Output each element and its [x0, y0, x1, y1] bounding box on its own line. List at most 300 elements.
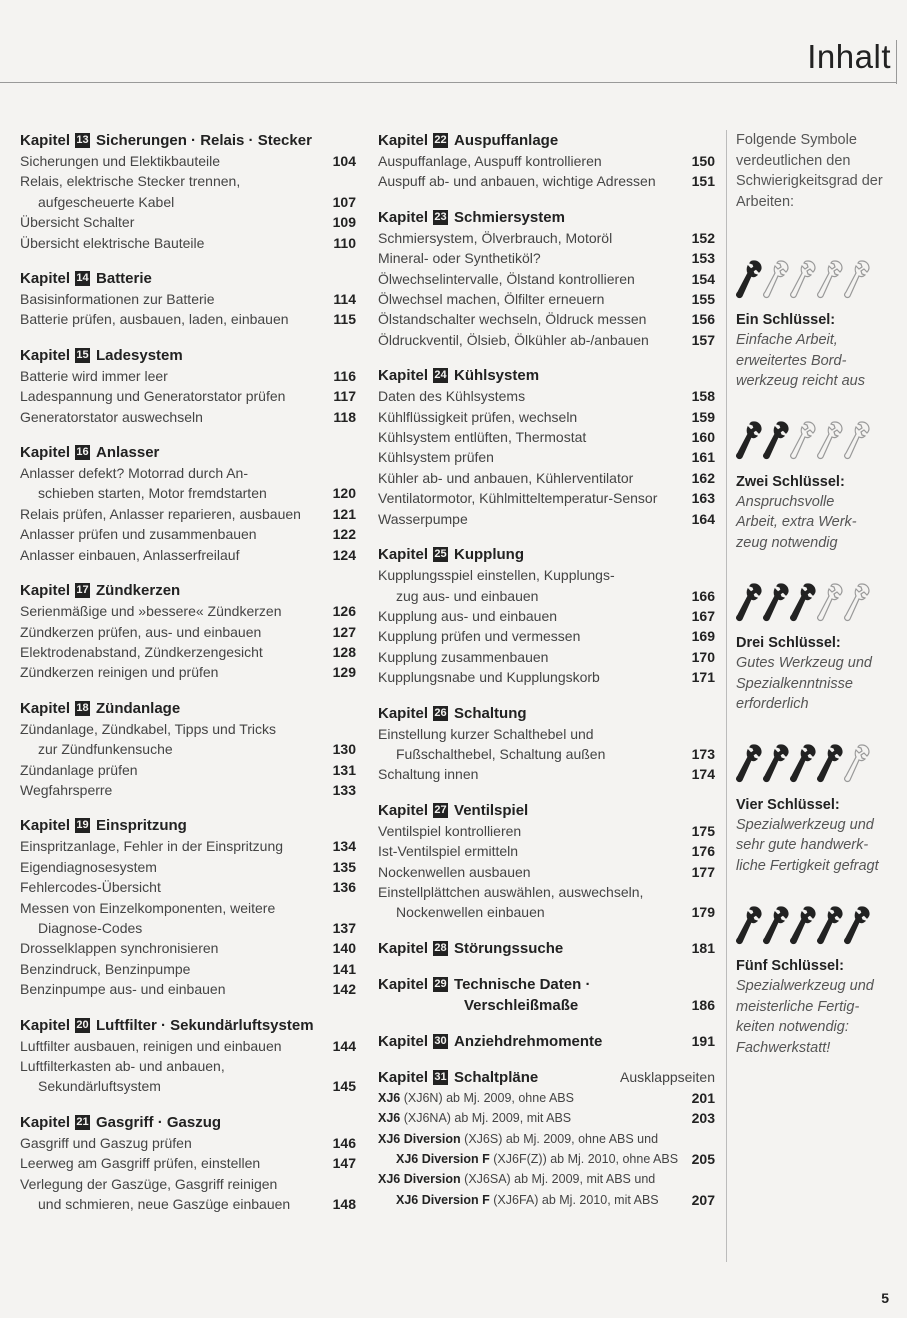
entry-text: Elektrodenabstand, Zündkerzengesicht	[20, 643, 263, 660]
wrench-filled-icon	[736, 259, 762, 304]
entry-page: 134	[332, 838, 356, 855]
wrench-filled-icon	[736, 743, 762, 788]
level-description: Spezialwerkzeug und sehr gute handwerk- liche Fertigkeit gefragt	[736, 816, 879, 874]
legend-intro: Folgende Symbole verdeutlichen den Schwierigkeitsgrad der Arbeiten:	[736, 132, 883, 210]
chapter-number-badge: 17	[76, 584, 89, 597]
entry-page: 136	[332, 879, 356, 896]
wrench-row	[736, 743, 896, 789]
entry-text: Zündkerzen prüfen, aus- und einbauen	[20, 623, 262, 640]
chapter-title: Schaltung	[454, 704, 527, 722]
entry-page: 107	[332, 193, 356, 210]
entry-text: XJ6 Diversion (XJ6S) ab Mj. 2009, ohne ABS und XJ6 Diversion F (XJ6F(Z)) ab Mj. 2010, ohne ABS	[378, 1131, 679, 1166]
chapter-title: Kupplung	[454, 546, 524, 564]
toc-entry[interactable]	[378, 447, 715, 467]
wrench-filled-icon	[844, 905, 870, 950]
entry-page: 169	[691, 628, 715, 645]
toc-entry[interactable]	[378, 330, 715, 350]
chapter-label: Kapitel	[20, 1113, 71, 1131]
entry-text: Wegfahrsperre	[20, 781, 113, 798]
entry-text: Gasgriff und Gaszug prüfen	[20, 1134, 192, 1151]
difficulty-legend	[736, 130, 896, 1086]
chapter-23	[378, 207, 715, 350]
chapter-label: Kapitel	[20, 699, 71, 717]
entry-page: 152	[691, 229, 715, 246]
entry-text: Kupplung prüfen und vermessen	[378, 628, 581, 645]
toc-entry[interactable]	[378, 1129, 715, 1170]
toc-entry[interactable]	[20, 171, 356, 212]
entry-text: Zündanlage prüfen	[20, 761, 138, 778]
entry-page: 109	[332, 214, 356, 231]
wrench-outline-icon	[817, 582, 843, 627]
chapter-13	[20, 130, 356, 253]
toc-entry[interactable]	[378, 171, 715, 191]
toc-entry[interactable]	[378, 1108, 715, 1128]
entry-page: 203	[691, 1110, 715, 1127]
chapter-label: Kapitel	[378, 975, 429, 993]
toc-entry[interactable]	[20, 898, 356, 939]
chapter-number-badge: 31	[434, 1070, 447, 1083]
toc-entry[interactable]	[20, 601, 356, 621]
wrench-filled-icon	[790, 582, 816, 627]
toc-entry[interactable]	[20, 407, 356, 427]
header-rule	[0, 82, 897, 83]
chapter-label: Kapitel	[20, 817, 71, 835]
chapter-title: Auspuffanlage	[454, 132, 559, 149]
chapter-title: Zündkerzen	[96, 582, 181, 600]
entry-text: Kühler ab- und anbauen, Kühlerventilator	[378, 469, 634, 486]
chapter-label: Kapitel	[378, 1032, 429, 1050]
toc-entry[interactable]	[378, 565, 715, 606]
chapter-heading[interactable]	[20, 1112, 356, 1133]
entry-page: 140	[332, 940, 356, 957]
wrench-outline-icon	[790, 420, 816, 465]
wrench-filled-icon	[817, 743, 843, 788]
chapter-number-badge: 24	[434, 369, 447, 382]
level-title: Vier Schlüssel:	[736, 796, 840, 813]
chapter-page: 186	[691, 996, 715, 1013]
toc-column-left	[20, 130, 356, 1229]
toc-entry[interactable]	[378, 289, 715, 309]
entry-text: Öldruckventil, Ölsieb, Ölkühler ab-/anbauen	[378, 331, 649, 348]
level-description: Anspruchsvolle Arbeit, extra Werk- zeug notwendig	[736, 493, 857, 551]
chapter-label: Kapitel	[378, 939, 429, 957]
toc-column-middle	[378, 130, 715, 1225]
column-divider	[726, 130, 727, 1262]
wrench-row	[736, 581, 896, 627]
toc-entry[interactable]	[378, 1169, 715, 1210]
entry-text: Einstellung kurzer Schalthebel und Fußschalthebel, Schaltung außen	[378, 725, 606, 762]
toc-entry[interactable]	[20, 1036, 356, 1056]
chapter-heading[interactable]	[378, 365, 715, 386]
toc-entry[interactable]	[20, 289, 356, 309]
page-title: Inhalt	[807, 38, 891, 75]
chapter-number-badge: 16	[76, 446, 89, 459]
chapter-heading[interactable]	[378, 1031, 715, 1052]
toc-entry[interactable]	[378, 248, 715, 268]
chapter-number-badge: 23	[434, 210, 447, 223]
chapter-number-badge: 30	[434, 1034, 447, 1047]
wrench-filled-icon	[763, 582, 789, 627]
chapter-title: Ventilspiel	[454, 801, 529, 819]
entry-text: Serienmäßige und »bessere« Zündkerzen	[20, 603, 282, 620]
entry-page: 115	[333, 311, 356, 328]
entry-page: 117	[333, 388, 356, 405]
chapter-page: 191	[691, 1032, 715, 1049]
chapter-heading[interactable]	[378, 130, 715, 151]
chapter-heading[interactable]	[20, 345, 356, 366]
chapter-27	[378, 800, 715, 923]
entry-page: 118	[333, 408, 356, 425]
entry-page: 124	[332, 546, 356, 563]
chapter-number-badge: 22	[434, 134, 447, 146]
toc-entry[interactable]	[20, 979, 356, 999]
entry-page: 150	[691, 153, 715, 169]
level-description: Spezialwerkzeug und meisterliche Fertig- keiten notwendig: Fachwerkstatt!	[736, 978, 874, 1056]
chapter-22	[378, 130, 715, 192]
entry-page: 148	[332, 1196, 356, 1213]
chapter-label: Kapitel	[378, 704, 429, 722]
toc-entry[interactable]	[378, 488, 715, 508]
entry-page: 157	[691, 331, 715, 348]
level-title: Fünf Schlüssel:	[736, 958, 844, 974]
toc-entry[interactable]	[378, 882, 715, 923]
toc-entry[interactable]	[378, 509, 715, 529]
wrench-filled-icon	[736, 905, 762, 950]
chapter-16	[20, 442, 356, 565]
entry-text: Ölwechsel machen, Ölfilter erneuern	[378, 291, 605, 308]
entry-page: 104	[332, 153, 356, 169]
chapter-heading[interactable]	[378, 544, 715, 565]
entry-page: 174	[691, 766, 715, 783]
entry-text: Zündanlage, Zündkabel, Tipps und Tricks zur Zündfunkensuche	[20, 720, 277, 758]
entry-text: Schmiersystem, Ölverbrauch, Motoröl	[378, 229, 613, 246]
toc-entry[interactable]	[20, 366, 356, 386]
chapter-label: Kapitel	[378, 132, 429, 149]
toc-entry[interactable]	[20, 1056, 356, 1097]
chapter-number-badge: 20	[76, 1018, 89, 1031]
entry-text: Ventilatormotor, Kühlmitteltemperatur-Sensor	[378, 490, 658, 507]
entry-text: Daten des Kühlsystems	[378, 388, 526, 405]
level-description: Gutes Werkzeug und Spezialkenntnisse erforderlich	[736, 655, 872, 712]
entry-page: 161	[691, 449, 715, 466]
entry-text: Mineral- oder Synthetiköl?	[378, 250, 541, 267]
level-description: Einfache Arbeit, erweitertes Bord- werkzeug reicht aus	[736, 332, 865, 389]
chapter-14	[20, 268, 356, 330]
chapter-label: Kapitel	[378, 367, 429, 385]
page-number: 5	[881, 1290, 889, 1306]
chapter-title: Störungssuche	[454, 939, 564, 957]
toc-entry[interactable]	[378, 407, 715, 427]
chapter-heading[interactable]	[378, 974, 715, 995]
toc-entry[interactable]	[20, 857, 356, 877]
chapter-number-badge: 25	[434, 548, 447, 561]
entry-page: 127	[332, 623, 356, 640]
entry-page: 122	[332, 526, 356, 543]
chapter-title: Anlasser	[96, 444, 160, 462]
wrench-filled-icon	[736, 582, 762, 627]
entry-page: 179	[691, 904, 715, 921]
entry-text: Übersicht elektrische Bauteile	[20, 234, 205, 251]
wrench-outline-icon	[844, 259, 870, 304]
entry-text: Sicherungen und Elektikbauteile	[20, 153, 221, 169]
entry-text: Basisinformationen zur Batterie	[20, 291, 215, 308]
toc-entry[interactable]	[378, 1088, 715, 1108]
entry-page: 110	[333, 234, 356, 251]
entry-page: 151	[691, 173, 715, 190]
wrench-row	[736, 904, 896, 950]
entry-text: Leerweg am Gasgriff prüfen, einstellen	[20, 1155, 261, 1172]
entry-page: 164	[691, 510, 715, 527]
toc-entry[interactable]	[378, 862, 715, 882]
chapter-title: Anziehdrehmomente	[454, 1032, 603, 1050]
toc-entry[interactable]	[378, 386, 715, 406]
chapter-heading[interactable]	[378, 207, 715, 228]
toc-entry[interactable]	[378, 468, 715, 488]
entry-text: Ladespannung und Generatorstator prüfen	[20, 388, 286, 405]
toc-entry[interactable]	[20, 836, 356, 856]
chapter-label: Kapitel	[20, 1016, 71, 1034]
entry-text: Benzindruck, Benzinpumpe	[20, 960, 191, 977]
toc-entry[interactable]	[20, 877, 356, 897]
entry-text: XJ6 Diversion (XJ6SA) ab Mj. 2009, mit ABS und XJ6 Diversion F (XJ6FA) ab Mj. 2010, mit ABS	[378, 1172, 659, 1207]
entry-text: Kühlsystem prüfen	[378, 449, 494, 466]
chapter-title: Gasgriff · Gaszug	[96, 1113, 222, 1131]
wrench-filled-icon	[763, 420, 789, 465]
toc-entry[interactable]	[20, 1133, 356, 1153]
chapter-number-badge: 14	[76, 272, 89, 285]
toc-entry[interactable]	[20, 1153, 356, 1173]
chapter-heading[interactable]	[20, 580, 356, 601]
entry-page: 170	[691, 648, 715, 665]
chapter-number-badge: 26	[434, 706, 447, 719]
chapter-page: 181	[691, 939, 715, 956]
wrench-filled-icon	[790, 743, 816, 788]
chapter-title: Sicherungen · Relais · Stecker	[96, 132, 312, 149]
wrench-row	[736, 258, 896, 304]
level-title: Zwei Schlüssel:	[736, 473, 845, 490]
toc-entry[interactable]	[20, 463, 356, 504]
chapter-31	[378, 1067, 715, 1210]
entry-text: Anlasser prüfen und zusammenbauen	[20, 526, 257, 543]
chapter-15	[20, 345, 356, 427]
entry-text: Kühlflüssigkeit prüfen, wechseln	[378, 408, 578, 425]
chapter-title-cont: Verschleißmaße	[464, 996, 579, 1014]
toc-entry[interactable]	[20, 545, 356, 565]
entry-page: 145	[332, 1078, 356, 1095]
toc-entry[interactable]	[378, 647, 715, 667]
chapter-20	[20, 1015, 356, 1097]
toc-entry[interactable]	[20, 386, 356, 406]
toc-entry[interactable]	[20, 309, 356, 329]
toc-entry[interactable]	[378, 667, 715, 687]
difficulty-level-2	[736, 420, 896, 554]
entry-text: Generatorstator auswechseln	[20, 408, 203, 425]
entry-text: XJ6 (XJ6NA) ab Mj. 2009, mit ABS	[378, 1111, 572, 1126]
wrench-outline-icon	[817, 420, 843, 465]
entry-text: Ölwechselintervalle, Ölstand kontrollieren	[378, 270, 635, 287]
chapter-title: Zündanlage	[96, 699, 181, 717]
entry-page: 159	[691, 408, 715, 425]
entry-page: 144	[332, 1037, 356, 1054]
entry-page: 156	[691, 311, 715, 328]
entry-page: 171	[691, 669, 715, 686]
chapter-heading[interactable]	[20, 698, 356, 719]
toc-entry[interactable]	[20, 151, 356, 171]
entry-text: Kupplung zusammenbauen	[378, 648, 549, 665]
chapter-heading[interactable]	[20, 442, 356, 463]
chapter-heading[interactable]	[378, 938, 715, 959]
chapter-29	[378, 974, 715, 1016]
chapter-heading[interactable]	[20, 1015, 356, 1036]
chapter-label: Kapitel	[378, 546, 429, 564]
toc-entry[interactable]	[20, 622, 356, 642]
chapter-heading[interactable]	[378, 703, 715, 724]
entry-text: Kupplungsnabe und Kupplungskorb	[378, 669, 600, 686]
entry-page: 135	[332, 858, 356, 875]
toc-entry[interactable]	[20, 959, 356, 979]
difficulty-level-1	[736, 258, 896, 392]
entry-page: 207	[691, 1191, 715, 1208]
chapter-title: Kühlsystem	[454, 367, 540, 385]
chapter-heading[interactable]	[378, 800, 715, 821]
entry-page: 147	[332, 1155, 356, 1172]
wrench-row	[736, 420, 896, 466]
entry-text: Batterie prüfen, ausbauen, laden, einbauen	[20, 311, 289, 328]
toc-entry[interactable]	[20, 938, 356, 958]
header-rule-vertical	[896, 40, 897, 84]
entry-page: 163	[691, 490, 715, 507]
toc-entry[interactable]	[20, 719, 356, 760]
entry-page: 121	[332, 505, 356, 522]
entry-page: 146	[332, 1134, 356, 1151]
toc-entry[interactable]	[378, 841, 715, 861]
chapter-label: Kapitel	[378, 208, 429, 226]
wrench-filled-icon	[817, 905, 843, 950]
chapter-label: Kapitel	[20, 582, 71, 600]
chapter-number-badge: 18	[76, 701, 89, 714]
toc-entry[interactable]	[20, 212, 356, 232]
difficulty-level-4	[736, 743, 896, 877]
chapter-26	[378, 703, 715, 785]
wrench-outline-icon	[844, 420, 870, 465]
entry-page: 133	[332, 781, 356, 798]
chapter-18	[20, 698, 356, 801]
entry-text: Kupplung aus- und einbauen	[378, 607, 558, 624]
toc-entry[interactable]	[378, 724, 715, 765]
toc-entry[interactable]	[378, 606, 715, 626]
chapter-heading[interactable]	[378, 1067, 715, 1088]
wrench-filled-icon	[763, 743, 789, 788]
toc-entry[interactable]	[378, 228, 715, 248]
chapter-title: Ladesystem	[96, 346, 183, 364]
entry-text: Einstellplättchen auswählen, auswechseln, Nockenwellen einbauen	[378, 883, 644, 921]
entry-text: Fehlercodes-Übersicht	[20, 879, 161, 896]
chapter-28	[378, 938, 715, 959]
entry-text: Luftfilter ausbauen, reinigen und einbauen	[20, 1037, 282, 1054]
entry-text: Schaltung innen	[378, 766, 479, 783]
entry-text: Wasserpumpe	[378, 510, 468, 527]
entry-text: Anlasser defekt? Motorrad durch An- schieben starten, Motor fremdstarten	[20, 465, 267, 502]
entry-page: 176	[691, 843, 715, 860]
entry-page: 155	[691, 291, 715, 308]
toc-entry[interactable]	[378, 764, 715, 784]
wrench-outline-icon	[844, 743, 870, 788]
entry-page: 131	[332, 761, 356, 778]
chapter-25	[378, 544, 715, 687]
toc-entry[interactable]	[20, 780, 356, 800]
chapter-24	[378, 365, 715, 529]
entry-page: 126	[332, 603, 356, 620]
entry-page: 162	[691, 469, 715, 486]
toc-entry[interactable]	[20, 504, 356, 524]
difficulty-level-5	[736, 904, 896, 1058]
toc-entry[interactable]	[378, 309, 715, 329]
entry-text: Ventilspiel kontrollieren	[378, 822, 522, 839]
toc-entry[interactable]	[20, 662, 356, 682]
entry-text: Kupplungsspiel einstellen, Kupplungs- zug aus- und einbauen	[378, 567, 615, 604]
toc-entry[interactable]	[378, 626, 715, 646]
entry-text: Eigendiagnosesystem	[20, 858, 157, 875]
chapter-number-badge: 27	[434, 803, 447, 816]
entry-page: 141	[332, 960, 356, 977]
entry-text: Luftfilterkasten ab- und anbauen, Sekundärluftsystem	[20, 1058, 225, 1095]
chapter-heading[interactable]	[20, 130, 356, 151]
entry-page: 160	[691, 429, 715, 446]
toc-entry[interactable]	[378, 821, 715, 841]
entry-text: Anlasser einbauen, Anlasserfreilauf	[20, 546, 240, 563]
entry-text: Drosselklappen synchronisieren	[20, 940, 219, 957]
entry-page: 154	[691, 270, 715, 287]
toc-entry[interactable]	[20, 524, 356, 544]
toc-entry[interactable]	[378, 269, 715, 289]
level-title: Ein Schlüssel:	[736, 312, 836, 328]
toc-entry[interactable]	[20, 1174, 356, 1215]
chapter-title: Technische Daten ·	[454, 975, 591, 993]
toc-entry[interactable]	[20, 233, 356, 253]
chapter-19	[20, 815, 356, 999]
entry-page: 120	[332, 485, 356, 502]
entry-page: 201	[691, 1089, 715, 1106]
toc-entry[interactable]	[20, 642, 356, 662]
chapter-label: Kapitel	[378, 801, 429, 819]
entry-page: 158	[691, 388, 715, 405]
entry-text: Nockenwellen ausbauen	[378, 863, 531, 880]
chapter-number-badge: 19	[76, 819, 89, 832]
entry-text: Relais prüfen, Anlasser reparieren, ausbauen	[20, 505, 301, 522]
entry-page: 128	[332, 643, 356, 660]
chapter-label: Kapitel	[20, 270, 71, 288]
toc-entry[interactable]	[378, 151, 715, 171]
entry-text: XJ6 (XJ6N) ab Mj. 2009, ohne ABS	[378, 1090, 574, 1105]
chapter-title: Einspritzung	[96, 817, 187, 835]
chapter-label: Kapitel	[378, 1068, 429, 1086]
toc-entry[interactable]	[20, 760, 356, 780]
chapter-title: Luftfilter · Sekundärluftsystem	[96, 1016, 314, 1034]
chapter-number-badge: 15	[76, 348, 89, 361]
level-title: Drei Schlüssel:	[736, 635, 841, 651]
entry-page: 167	[691, 607, 715, 624]
chapter-label: Kapitel	[20, 346, 71, 364]
chapter-heading[interactable]	[20, 815, 356, 836]
toc-entry[interactable]	[378, 427, 715, 447]
entry-text: Übersicht Schalter	[20, 214, 135, 231]
entry-page: 173	[691, 745, 715, 762]
entry-page: 153	[691, 250, 715, 267]
entry-text: Ölstandschalter wechseln, Öldruck messen	[378, 311, 647, 328]
entry-text: Batterie wird immer leer	[20, 367, 168, 384]
chapter-heading[interactable]	[20, 268, 356, 289]
chapter-number-badge: 13	[76, 134, 89, 146]
